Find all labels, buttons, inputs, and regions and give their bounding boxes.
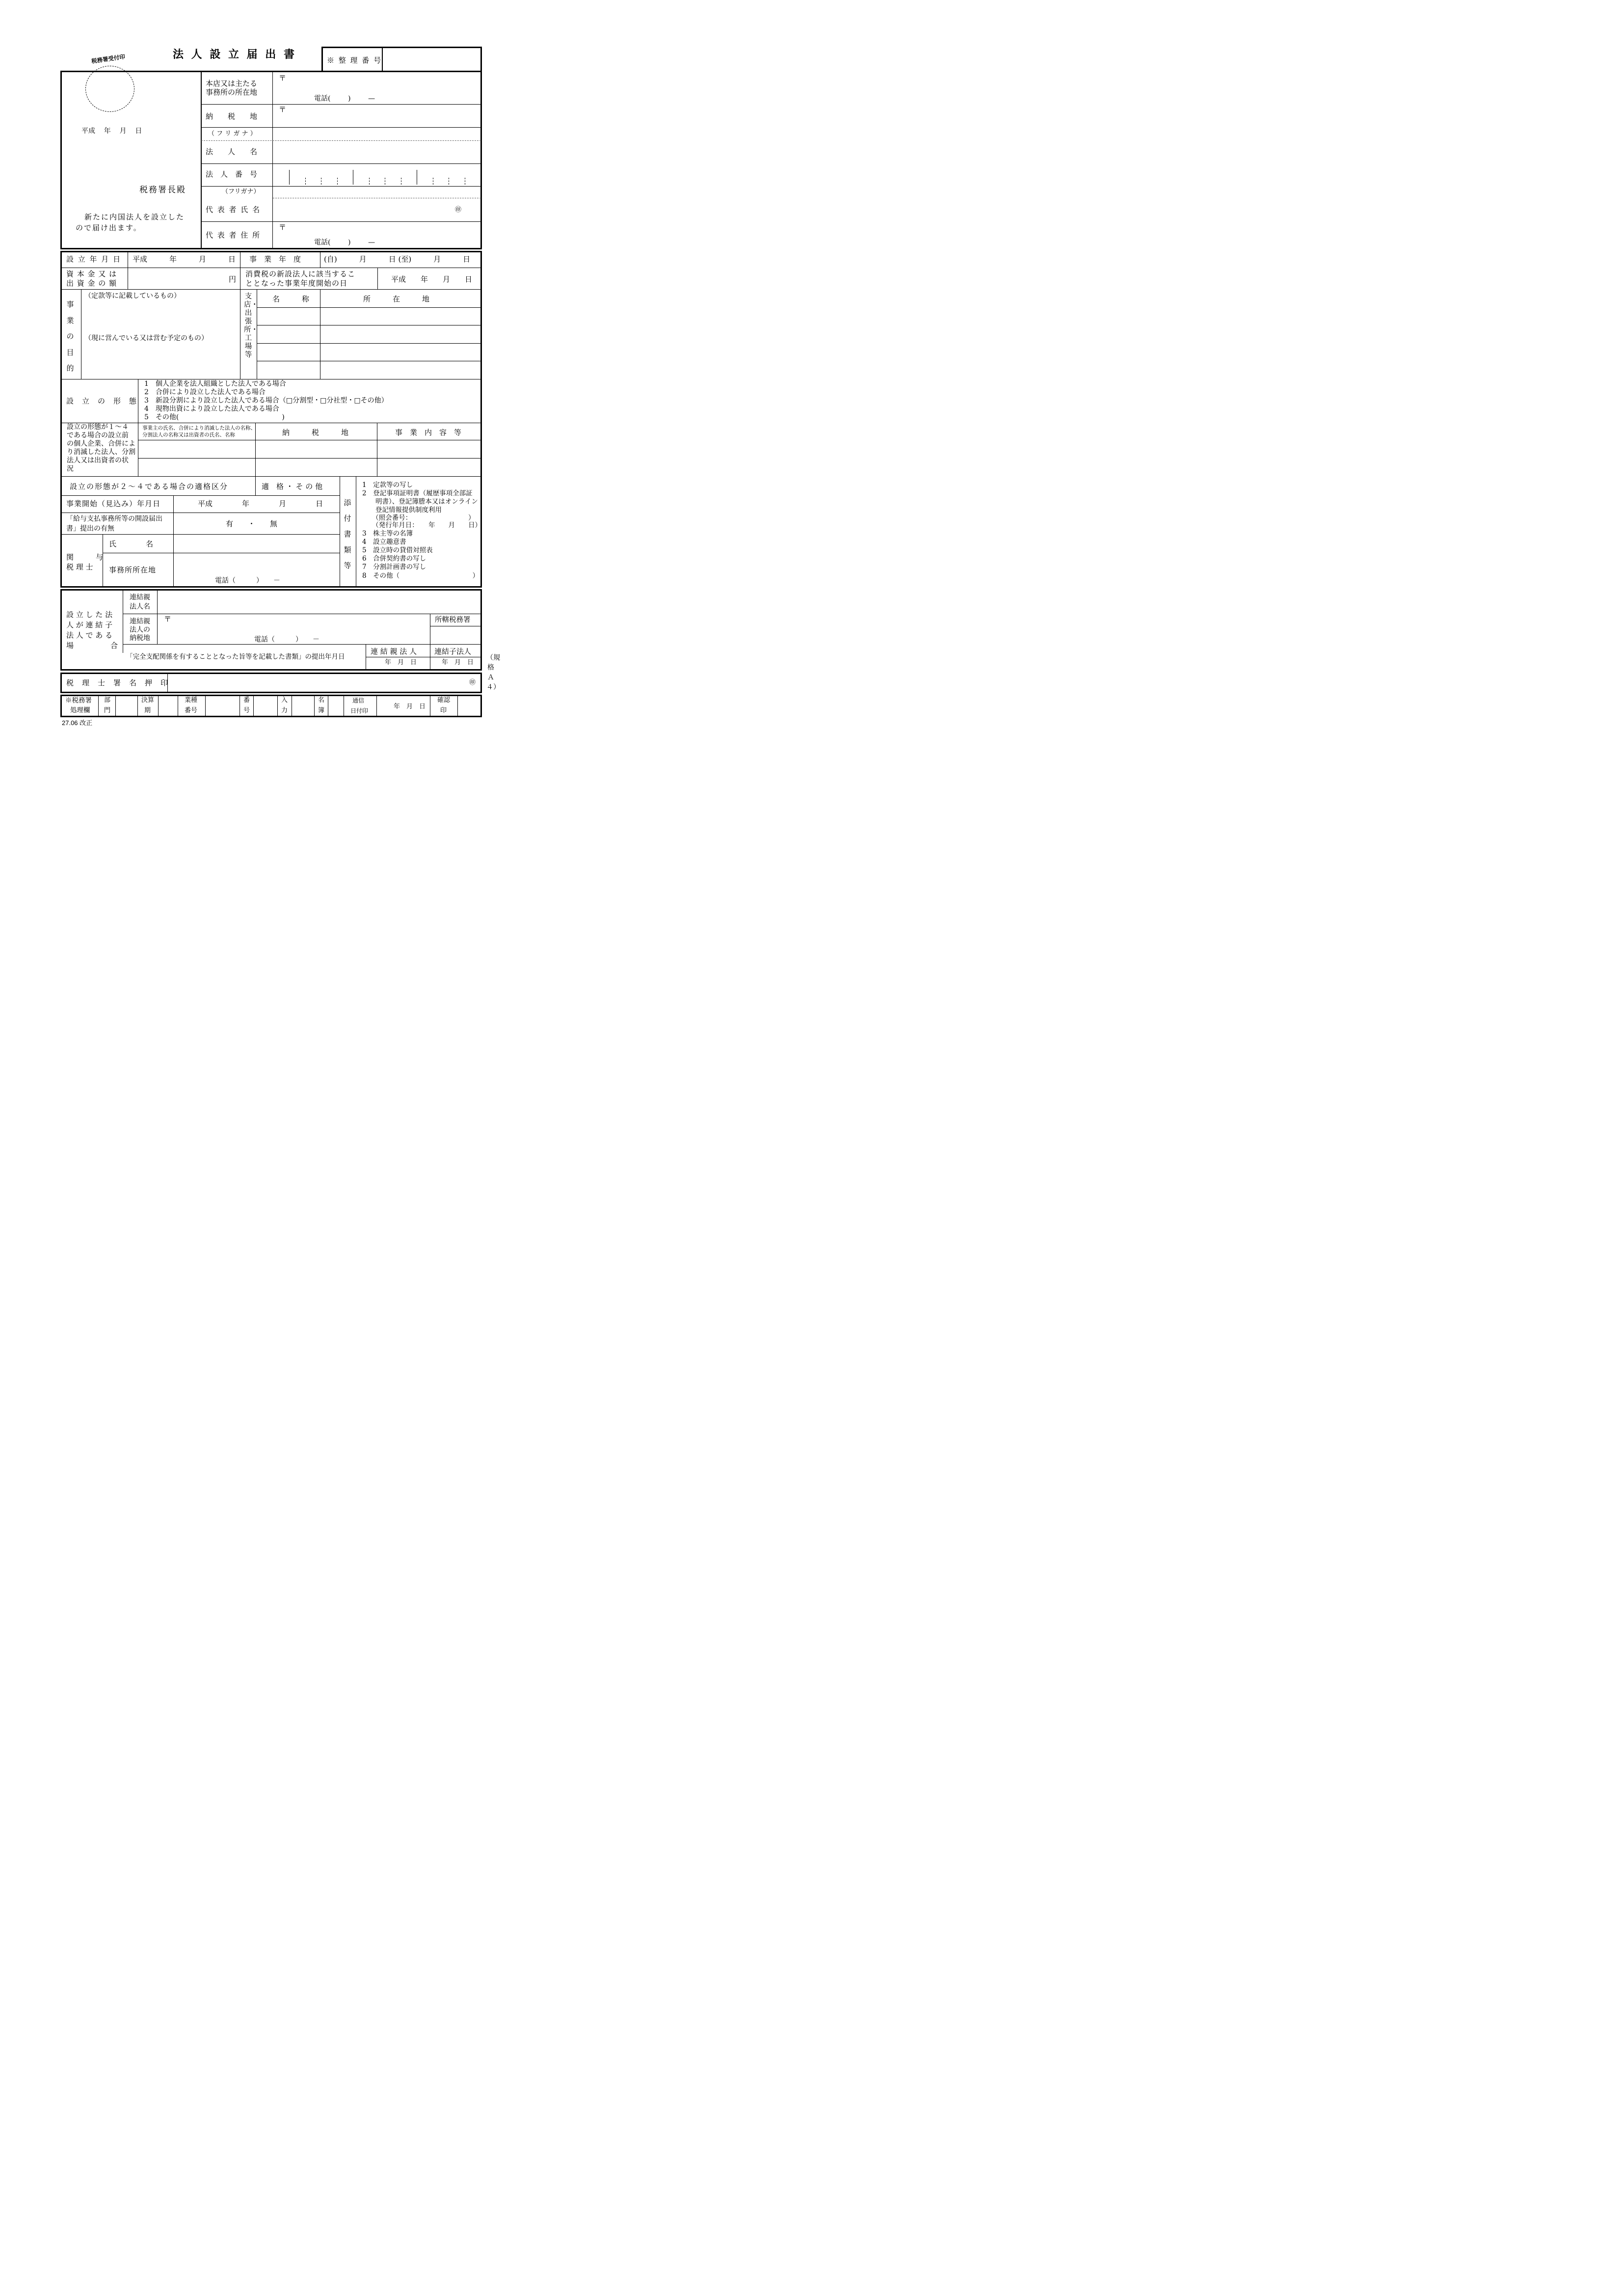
- branch-name-header: 名 称: [272, 295, 310, 303]
- parent-col: 連 結 親 法 人: [371, 647, 417, 656]
- consumption-label-2: ととなった事業年度開始の日: [245, 279, 348, 288]
- attachment-item[interactable]: 5 設立時の貸借対照表: [362, 546, 433, 554]
- establishment-label: 設 立 の 形 態: [66, 397, 137, 405]
- postal-mark: 〒: [164, 615, 172, 623]
- office-cell: 簿: [318, 707, 325, 714]
- rep-address-field[interactable]: [287, 223, 479, 237]
- ta-phone: 電話（ ） －: [215, 577, 280, 585]
- corp-name-label: 法 人 名: [206, 147, 258, 156]
- capital-label-2: 出 資 金 の 額: [66, 279, 117, 288]
- rep-address-label: 代 表 者 住 所: [206, 231, 261, 240]
- declaration-line1: 新たに内国法人を設立した: [84, 213, 185, 221]
- capital-label-1: 資 本 金 又 は: [66, 270, 117, 278]
- postal-mark: 〒: [279, 105, 287, 114]
- branch-row[interactable]: [258, 326, 480, 342]
- parent-tax-label: 連結親: [130, 618, 150, 625]
- prior-status-label: の個人企業、合併によ: [67, 440, 135, 448]
- prior-status-row[interactable]: [139, 459, 480, 476]
- parent-phone: 電話（ ） －: [254, 636, 319, 644]
- office-use-label: ※税務署: [65, 697, 92, 704]
- attachment-item[interactable]: （発行年月日： 年 月 日）: [362, 521, 481, 529]
- tax-accountant-label-2: 税 理 士: [66, 563, 93, 571]
- attachment-item[interactable]: （照会番号： ）: [362, 514, 475, 522]
- office-cell: 号: [243, 707, 250, 714]
- consumption-label-1: 消費税の新設法人に該当するこ: [245, 270, 356, 278]
- corp-name-field[interactable]: [275, 142, 479, 162]
- postal-mark: 〒: [279, 223, 287, 232]
- attachment-item[interactable]: 2 登記事項証明書（履歴事項全部証: [362, 489, 473, 497]
- declaration-line2: ので届け出ます。: [76, 223, 142, 232]
- furigana2-label: （フリガナ）: [222, 188, 260, 195]
- office-cell: 通信: [352, 697, 365, 704]
- control-number-label: ※ 整 理 番 号: [327, 56, 382, 65]
- head-office-field[interactable]: [287, 74, 479, 93]
- child-date[interactable]: 年 月 日: [442, 659, 474, 666]
- rep-seal-mark: ㊞: [455, 206, 462, 214]
- office-use-label: 処理欄: [70, 706, 90, 714]
- corp-number-label: 法 人 番 号: [206, 170, 258, 179]
- filing-label: 「完全支配関係を有することとなった旨等を記載した書類」の提出年月日: [126, 653, 345, 661]
- revision-note: 27.06 改正: [62, 719, 93, 727]
- child-col: 連結子法人: [434, 647, 472, 656]
- head-office-label-2: 事務所の所在地: [206, 88, 258, 97]
- branch-label: 支店・出張所・工場等: [244, 293, 258, 359]
- ta-name-label: 氏 名: [109, 540, 154, 548]
- attachment-item[interactable]: 7 分割計画書の写し: [362, 563, 426, 571]
- yen-unit: 円: [229, 275, 237, 284]
- payroll-value[interactable]: 有 ・ 無: [226, 519, 278, 528]
- branch-location-header: 所 在 地: [363, 295, 430, 303]
- attachment-item: 明書）、登記簿謄本又はオンライン: [362, 498, 478, 506]
- corp-number-field[interactable]: [289, 170, 480, 185]
- branch-row[interactable]: [258, 362, 480, 378]
- est-date-value[interactable]: 平成 年 月 日: [133, 255, 236, 264]
- rep-name-label: 代 表 者 氏 名: [206, 205, 261, 214]
- establishment-option[interactable]: 3 新設分割により設立した法人である場合（□分割型・□分社型・□その他）: [144, 397, 388, 405]
- parent-tax-label: 納税地: [130, 634, 150, 642]
- rep-address-phone: 電話( ) —: [314, 239, 375, 246]
- prior-status-label: 設立の形態が１～４: [67, 423, 129, 431]
- parent-date[interactable]: 年 月 日: [385, 659, 417, 666]
- attachment-item: 登記情報提供制度利用: [362, 506, 442, 514]
- establishment-option[interactable]: 2 合併により設立した法人である場合: [144, 388, 266, 396]
- consolidated-label: 場 合: [66, 641, 118, 650]
- parent-name-field[interactable]: [159, 591, 479, 613]
- prior-status-label: 況: [67, 465, 74, 473]
- fiscal-year-label: 事 業 年 度: [249, 255, 301, 264]
- signature-seal: ㊞: [469, 679, 476, 686]
- prior-status-label: である場合の設立前: [67, 432, 129, 439]
- office-cell: 日付印: [350, 707, 369, 714]
- prior-col3-header: 事 業 内 容 等: [395, 428, 462, 437]
- establishment-option[interactable]: 5 その他( ): [144, 413, 285, 421]
- purpose-field[interactable]: [83, 301, 239, 378]
- prior-col2-header: 納 税 地: [282, 428, 349, 437]
- office-cell: 期: [144, 707, 151, 714]
- purpose-registered: （定款等に記載しているもの）: [84, 292, 181, 300]
- office-cell: 部: [104, 697, 111, 704]
- prior-col1-header: 分割法人の名称又は出資者の氏名、名称: [142, 432, 235, 438]
- office-cell: 名: [318, 697, 325, 704]
- tax-accountant-label-1: 関 与: [66, 553, 104, 562]
- parent-name-label: 連結親: [130, 594, 150, 601]
- parent-tax-field[interactable]: [172, 615, 427, 634]
- start-date-label: 事業開始（見込み）年月日: [66, 499, 161, 508]
- size-note: （規格Ａ４）: [486, 654, 500, 691]
- office-cell: 入: [281, 697, 288, 704]
- attachments-label: 添付書類等: [344, 498, 351, 570]
- parent-name-label: 法人名: [130, 603, 150, 611]
- prior-col1-header: 事業主の氏名、合併により消滅した法人の名称、: [142, 425, 256, 431]
- submission-date[interactable]: 平成 年 月 日: [81, 127, 142, 135]
- tax-place-label: 納 税 地: [206, 112, 258, 121]
- establishment-option[interactable]: 4 現物出資により設立した法人である場合: [144, 405, 279, 413]
- prior-status-label: 法人又は出資者の状: [67, 457, 129, 464]
- attachment-item[interactable]: 6 合併契約書の写し: [362, 555, 426, 563]
- consumption-date[interactable]: 平成 年 月 日: [391, 275, 473, 284]
- tax-office-addressee: 税務署長殿: [139, 185, 186, 195]
- consolidated-label: 法 人 で あ る: [66, 631, 113, 640]
- ta-name-field[interactable]: [175, 536, 338, 552]
- office-cell: 門: [104, 707, 111, 714]
- furigana-label: （ フ リ ガ ナ ）: [208, 130, 257, 137]
- prior-status-label: り消滅した法人、分割: [67, 448, 135, 456]
- signature-label: 税 理 士 署 名 押 印: [66, 678, 169, 687]
- purpose-label: 事業の目的: [66, 300, 74, 373]
- start-date-value[interactable]: 平成 年 月 日: [198, 499, 323, 508]
- head-office-label-1: 本店又は主たる: [206, 79, 258, 88]
- ta-office-label: 事務所所在地: [109, 566, 157, 574]
- branch-row[interactable]: [258, 308, 480, 324]
- rep-name-field[interactable]: [275, 200, 456, 219]
- tax-place-field[interactable]: [287, 106, 479, 126]
- office-field[interactable]: [431, 627, 480, 644]
- establishment-option[interactable]: 1 個人企業を法人組織とした法人である場合: [144, 380, 286, 388]
- form-title: 法 人 設 立 届 出 書: [173, 48, 296, 61]
- ta-office-field[interactable]: [175, 554, 338, 574]
- attachment-item[interactable]: 8 その他（ ）: [362, 572, 479, 580]
- payroll-label-1: 「給与支払事務所等の開設届出: [66, 515, 162, 523]
- branch-row[interactable]: [258, 344, 480, 360]
- payroll-label-2: 書」提出の有無: [66, 525, 114, 533]
- est-date-label: 設 立 年 月 日: [66, 255, 122, 264]
- control-number-field[interactable]: [383, 48, 480, 71]
- signature-field[interactable]: [169, 675, 464, 691]
- fiscal-year-value[interactable]: (自) 月 日 (至) 月 日: [324, 255, 471, 264]
- capital-field[interactable]: [129, 270, 227, 288]
- consolidated-label: 設 立 し た 法: [66, 610, 113, 619]
- attachment-item[interactable]: 1 定款等の写し: [362, 481, 413, 489]
- purpose-actual: （現に営んでいる又は営む予定のもの）: [84, 334, 208, 342]
- office-confirm: 印: [440, 707, 447, 714]
- qualification-value[interactable]: 適 格 ・ そ の 他: [262, 482, 323, 491]
- attachment-item[interactable]: 4 設立趣意書: [362, 538, 406, 546]
- attachment-item[interactable]: 3 株主等の名簿: [362, 530, 413, 538]
- office-confirm: 確認: [437, 697, 451, 704]
- office-ymd: 年 月 日: [394, 703, 426, 710]
- head-office-phone: 電話( ) —: [314, 95, 375, 103]
- office-label: 所轄税務署: [435, 616, 471, 624]
- office-cell: 力: [281, 707, 288, 714]
- office-cell: 番号: [185, 707, 198, 714]
- prior-status-row[interactable]: [139, 441, 480, 458]
- office-cell: 番: [243, 697, 250, 704]
- postal-mark: 〒: [279, 74, 287, 82]
- office-cell: 業種: [185, 697, 198, 704]
- qualification-label: 設立の形態が２～４である場合の適格区分: [70, 482, 229, 491]
- parent-tax-label: 法人の: [130, 626, 150, 634]
- consolidated-label: 人 が 連 結 子: [66, 621, 113, 629]
- receipt-stamp-label: 税務署受付印: [91, 53, 126, 65]
- office-cell: 決算: [141, 697, 155, 704]
- furigana-field[interactable]: [275, 129, 479, 139]
